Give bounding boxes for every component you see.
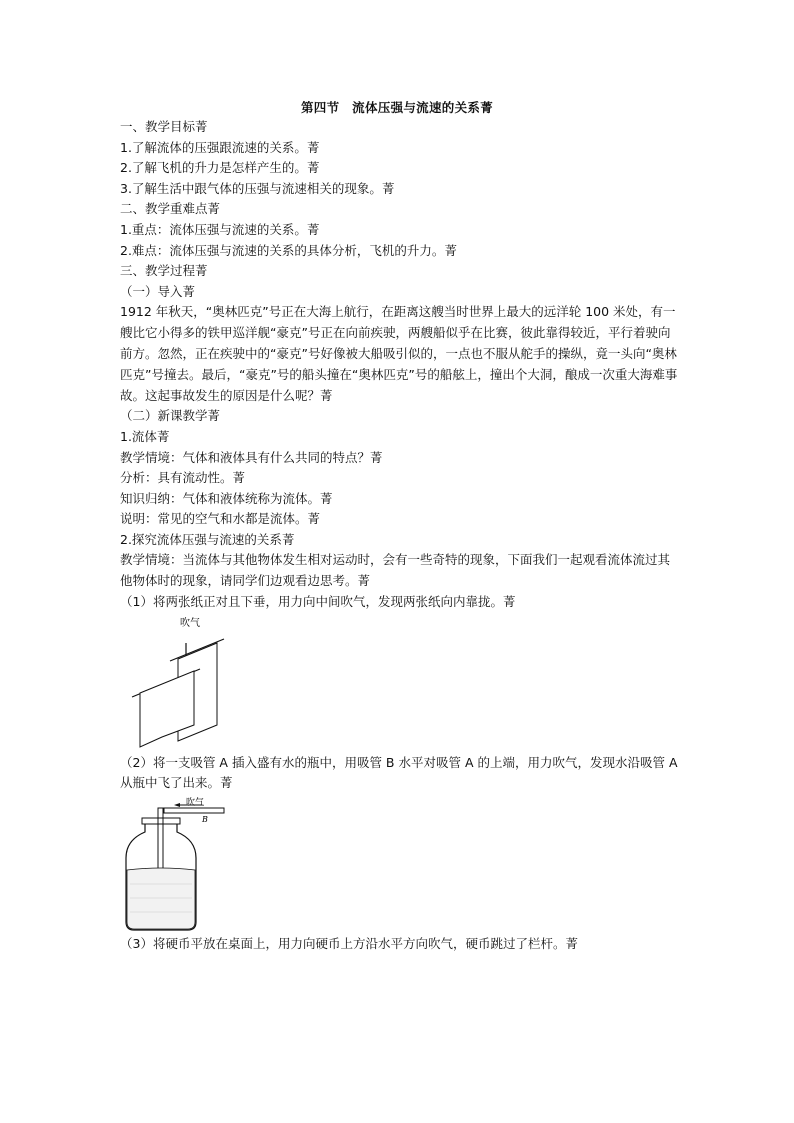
situation-paragraph: 教学情境：当流体与其他物体发生相对运动时，会有一些奇特的现象，下面我们一起观看流体流过其他物体时的现象，请同学们边观看边思考。菁 xyxy=(120,552,671,589)
fluid-situation: 教学情境：气体和液体具有什么共同的特点？菁 xyxy=(120,449,383,465)
fluid-note: 说明：常见的空气和水都是流体。菁 xyxy=(120,511,321,527)
fluid-summary: 知识归纳：气体和液体统称为流体。菁 xyxy=(120,490,333,506)
heading-key-points: 二、教学重难点菁 xyxy=(120,201,221,217)
difficult-point: 2.难点：流体压强与流速的关系的具体分析，飞机的升力。菁 xyxy=(120,242,457,258)
document-body xyxy=(120,117,680,955)
page-title: 第四节 流体压强与流速的关系菁 xyxy=(300,100,493,115)
tube-b-label: B xyxy=(202,815,208,825)
key-point: 1.重点：流体压强与流速的关系。菁 xyxy=(120,221,320,237)
heading-explore: 2.探究流体压强与流速的关系菁 xyxy=(120,531,295,547)
heading-fluid: 1.流体菁 xyxy=(120,428,170,444)
experiment-1: （1）将两张纸正对且下垂，用力向中间吹气，发现两张纸向内靠拢。菁 xyxy=(120,594,516,610)
heading-teaching-process: 三、教学过程菁 xyxy=(120,263,208,279)
straw-bottle-diagram xyxy=(120,794,230,934)
fluid-analysis: 分析：具有流动性。菁 xyxy=(120,470,246,486)
goal-item-3: 3.了解生活中跟气体的压强与流速相关的现象。菁 xyxy=(120,180,395,196)
goal-item-2: 2.了解飞机的升力是怎样产生的。菁 xyxy=(120,160,320,176)
experiment-2: （2）将一支吸管 A 插入盛有水的瓶中，用吸管 B 水平对吸管 A 的上端，用力吹气，发现水沿吸管 A 从瓶中飞了出来。菁 xyxy=(120,754,678,791)
heading-teaching-goals: 一、教学目标菁 xyxy=(120,119,208,134)
heading-introduction: （一）导入菁 xyxy=(120,283,196,299)
figure-paper-sheets xyxy=(120,613,680,753)
bottle-water xyxy=(127,868,195,929)
goal-item-1: 1.了解流体的压强跟流速的关系。菁 xyxy=(120,139,320,155)
figure2-blow-label: 吹气 xyxy=(186,798,205,809)
experiment-3: （3）将硬币平放在桌面上，用力向硬币上方沿水平方向吹气，硬币跳过了栏杆。菁 xyxy=(120,936,578,952)
heading-new-lesson: （二）新课教学菁 xyxy=(120,408,221,424)
straw-b xyxy=(164,808,224,813)
figure1-blow-label: 吹气 xyxy=(180,617,200,629)
blow-arrow-head-2 xyxy=(174,803,180,807)
paper-sheets-diagram xyxy=(120,613,260,753)
intro-paragraph: 1912 年秋天，“奥林匹克”号正在大海上航行，在距离这艘当时世界上最大的远洋轮 100 米处，有一艘比它小得多的铁甲巡洋舰“豪克”号正在向前疾驶，两艘船似乎在比赛，彼此靠得较近，平行着驶向前方。忽然，正在疾驶中的“豪克”号好像被大船吸引似的，一点也不服从舵手的操纵，竟一头向“奥林匹克”号撞去。最后，“豪克”号的船头撞在“奥林匹克”号的船舷上，撞出个大洞，酿成一次重大海难事故。这起事故发生的原因是什么呢？菁 xyxy=(120,304,678,403)
figure-straw-bottle xyxy=(120,794,680,934)
